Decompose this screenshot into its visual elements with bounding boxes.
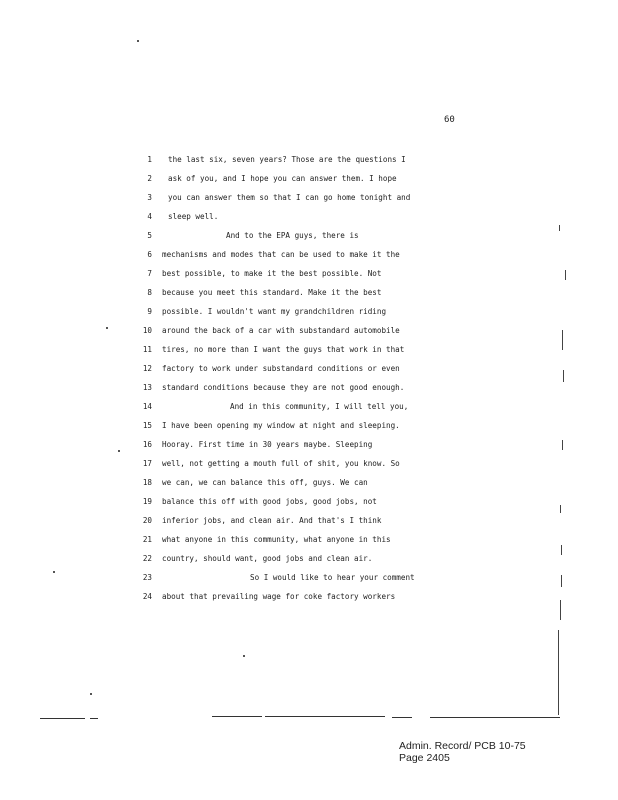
- scan-margin-mark: [562, 440, 563, 450]
- line-number: 11: [142, 345, 152, 354]
- transcript-line: [138, 188, 438, 207]
- line-text: mechanisms and modes that can be used to make it the: [162, 250, 400, 259]
- transcript-body: [138, 150, 438, 606]
- line-text: well, not getting a mouth full of shit, you know. So: [162, 459, 400, 468]
- record-page: Page 2405: [399, 752, 450, 764]
- transcript-line: [138, 207, 438, 226]
- line-number: 10: [142, 326, 152, 335]
- scan-bottom-rule: [392, 717, 412, 718]
- scan-margin-mark: [565, 270, 566, 280]
- transcript-line: [138, 454, 438, 473]
- line-number: 2: [147, 174, 152, 183]
- line-text: I have been opening my window at night and sleeping.: [162, 421, 400, 430]
- scan-bottom-rule: [90, 718, 98, 719]
- transcript-line: [138, 302, 438, 321]
- line-number: 12: [142, 364, 152, 373]
- line-text: sleep well.: [168, 212, 219, 221]
- line-number: 22: [142, 554, 152, 563]
- scan-speck: [243, 655, 245, 657]
- page-number: 60: [444, 115, 455, 125]
- line-number: 16: [142, 440, 152, 449]
- transcript-line: [138, 587, 438, 606]
- line-text: tires, no more than I want the guys that work in that: [162, 345, 405, 354]
- scan-bottom-rule: [430, 717, 560, 718]
- scan-margin-mark: [560, 505, 561, 513]
- transcript-line: [138, 568, 438, 587]
- transcript-line: [138, 435, 438, 454]
- line-text: balance this off with good jobs, good jobs, not: [162, 497, 377, 506]
- transcript-line: [138, 492, 438, 511]
- line-number: 14: [142, 402, 152, 411]
- line-text: about that prevailing wage for coke factory workers: [162, 592, 396, 601]
- line-number: 18: [142, 478, 152, 487]
- line-number: 4: [147, 212, 152, 221]
- line-text: what anyone in this community, what anyone in this: [162, 535, 391, 544]
- line-text: inferior jobs, and clean air. And that's I think: [162, 516, 382, 525]
- line-number: 21: [142, 535, 152, 544]
- line-number: 24: [142, 592, 152, 601]
- line-number: 5: [147, 231, 152, 240]
- line-number: 23: [142, 573, 152, 582]
- transcript-line: [138, 283, 438, 302]
- scan-margin-mark: [559, 225, 560, 231]
- transcript-line: [138, 416, 438, 435]
- record-stamp: [399, 740, 526, 764]
- line-number: 13: [142, 383, 152, 392]
- transcript-line: [138, 150, 438, 169]
- transcript-line: [138, 340, 438, 359]
- line-text: best possible, to make it the best possible. Not: [162, 269, 382, 278]
- line-number: 8: [147, 288, 152, 297]
- line-text: we can, we can balance this off, guys. We can: [162, 478, 368, 487]
- line-number: 1: [147, 155, 152, 164]
- line-text: standard conditions because they are not good enough.: [162, 383, 405, 392]
- scan-bottom-rule: [265, 716, 385, 717]
- line-number: 7: [147, 269, 152, 278]
- scan-margin-mark: [561, 545, 562, 555]
- line-number: 3: [147, 193, 152, 202]
- transcript-line: [138, 321, 438, 340]
- line-number: 9: [147, 307, 152, 316]
- transcript-line: [138, 264, 438, 283]
- line-text: around the back of a car with substandard automobile: [162, 326, 400, 335]
- line-text: the last six, seven years? Those are the questions I: [168, 155, 406, 164]
- line-text: possible. I wouldn't want my grandchildren riding: [162, 307, 387, 316]
- transcript-line: [138, 245, 438, 264]
- line-text: ask of you, and I hope you can answer them. I hope: [168, 174, 397, 183]
- transcript-line: [138, 226, 438, 245]
- line-number: 19: [142, 497, 152, 506]
- transcript-line: [138, 511, 438, 530]
- scan-speck: [53, 571, 55, 573]
- scan-margin-mark: [563, 370, 564, 382]
- transcript-line: [138, 169, 438, 188]
- transcript-line: [138, 378, 438, 397]
- scan-margin-mark: [560, 600, 561, 620]
- scan-margin-mark: [558, 630, 559, 715]
- line-number: 17: [142, 459, 152, 468]
- transcript-line: [138, 549, 438, 568]
- transcript-line: [138, 359, 438, 378]
- transcript-line: [138, 397, 438, 416]
- scan-margin-mark: [561, 575, 562, 587]
- scan-speck: [106, 327, 108, 329]
- line-number: 6: [147, 250, 152, 259]
- line-text: And to the EPA guys, there is: [226, 231, 359, 240]
- scan-speck: [90, 693, 92, 695]
- scan-bottom-rule: [40, 718, 85, 719]
- line-text: Hooray. First time in 30 years maybe. Sleeping: [162, 440, 373, 449]
- line-number: 20: [142, 516, 152, 525]
- scan-speck: [137, 40, 139, 42]
- scan-speck: [118, 450, 120, 452]
- record-id: Admin. Record/ PCB 10-75: [399, 740, 526, 752]
- line-text: country, should want, good jobs and clean air.: [162, 554, 373, 563]
- line-text: factory to work under substandard conditions or even: [162, 364, 400, 373]
- line-text: you can answer them so that I can go home tonight and: [168, 193, 411, 202]
- line-number: 15: [142, 421, 152, 430]
- line-text: So I would like to hear your comment: [250, 573, 415, 582]
- scan-margin-mark: [562, 330, 563, 350]
- scan-bottom-rule: [212, 716, 262, 717]
- transcript-line: [138, 530, 438, 549]
- line-text: And in this community, I will tell you,: [230, 402, 409, 411]
- transcript-line: [138, 473, 438, 492]
- line-text: because you meet this standard. Make it the best: [162, 288, 382, 297]
